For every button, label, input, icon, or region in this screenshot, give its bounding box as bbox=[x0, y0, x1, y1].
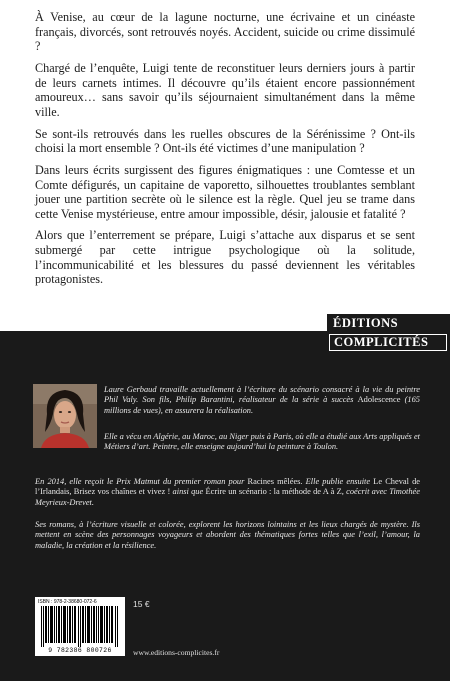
bio-paragraph-3-part-g: , coécrit avec Timothée Meyrieux-Drevet. bbox=[35, 487, 420, 507]
blurb-paragraph-2: Chargé de l’enquête, Luigi tente de reconstituer leurs derniers jours à partir de leurs carnets intimes. Il découvre qu’ils étaient encore passionnément amoureux… sans savoir qu’ils séjournaient simultanément dans la même ville. bbox=[35, 60, 415, 119]
isbn-label: ISBN : 978-2-38680-072-6 bbox=[38, 599, 97, 605]
blurb-section bbox=[0, 0, 450, 331]
website-url: www.editions-complicites.fr bbox=[133, 648, 220, 657]
bio-paragraph-3-part-e: ainsi que bbox=[170, 487, 206, 497]
bio-series-title: Adolescence bbox=[357, 395, 401, 405]
barcode-icon bbox=[41, 606, 119, 647]
publisher-line-2: COMPLICITÉS bbox=[329, 334, 447, 351]
publisher-logo bbox=[327, 314, 450, 352]
price: 15 € bbox=[133, 599, 150, 609]
bio-book-titles-2: Le Cheval de l’Irlandais, Brisez vos chaînes et vivez ! bbox=[35, 477, 420, 497]
author-photo bbox=[33, 384, 97, 448]
bio-paragraph-3-part-c: . Elle publie ensuite bbox=[300, 477, 374, 486]
blurb-paragraph-5: Alors que l’enterrement se prépare, Luigi s’attache aux disparus et se sent submergé par cette intrigue psychologique où la solitude, l’incommunicabilité et les blessures du passé deviennent les véritables protagonistes. bbox=[35, 228, 415, 287]
blurb-paragraph-3: Se sont-ils retrouvés dans les ruelles obscures de la Sérénissime ? Ont-ils choisi la mort ensemble ? Ont-ils été victimes d’une manipulation ? bbox=[35, 126, 415, 156]
bio-paragraph-1-part-c: (165 millions de vues), en assurera la réalisation. bbox=[104, 395, 420, 415]
isbn-barcode bbox=[35, 597, 125, 656]
bio-book-title-3: Écrire un scénario : la méthode de A à Z bbox=[205, 487, 342, 497]
bio-paragraph-1-part-a: Laure Gerbaud travaille actuellement à l’écriture du scénario consacré à la vie du peintre Phil Valy. Son fils, Philip Barantini, réalisateur de la série à succès bbox=[104, 385, 420, 405]
bio-book-title-1: Racines mêlées bbox=[247, 477, 301, 486]
blurb-paragraph-4: Dans leurs écrits surgissent des figures énigmatiques : une Comtesse et un Comte défigurés, un capitaine de vaporetto, silhouettes troublantes semblant jouer une partition secrète où le silence est la règle. Quel jeu se trame dans cette Venise mystérieuse, entre amour impossible, désir, jalousie et fatalité ? bbox=[35, 162, 415, 221]
blurb-text bbox=[35, 10, 415, 294]
bio-paragraph-2: Elle a vécu en Algérie, au Maroc, au Niger puis à Paris, où elle a étudié aux Arts appliqués et Métiers d’art. Peintre, elle enseigne aujourd’hui la peinture à Toulon. bbox=[104, 432, 420, 452]
bio-paragraph-4: Ses romans, à l’écriture visuelle et colorée, explorent les horizons lointains et les lieux chargés de mystère. Ils mettent en scène des personnages voyageurs et abordent des thématiques fortes telles que l’exil, l’amour, la maladie, la création et la résilience. bbox=[35, 520, 420, 550]
bio-paragraph-3-part-a: En 2014, elle reçoit le Prix Matmut du premier roman pour bbox=[35, 477, 248, 486]
blurb-paragraph-1: À Venise, au cœur de la lagune nocturne, une écrivaine et un cinéaste français, divorcés, sont retrouvés noyés. Accident, suicide ou crime dissimulé ? bbox=[35, 10, 415, 54]
bio-paragraph-3 bbox=[35, 477, 420, 508]
bio-paragraph-1 bbox=[104, 385, 420, 416]
barcode-digits: 9 782386 800726 bbox=[48, 647, 112, 654]
publisher-line-1: ÉDITIONS bbox=[329, 316, 447, 333]
